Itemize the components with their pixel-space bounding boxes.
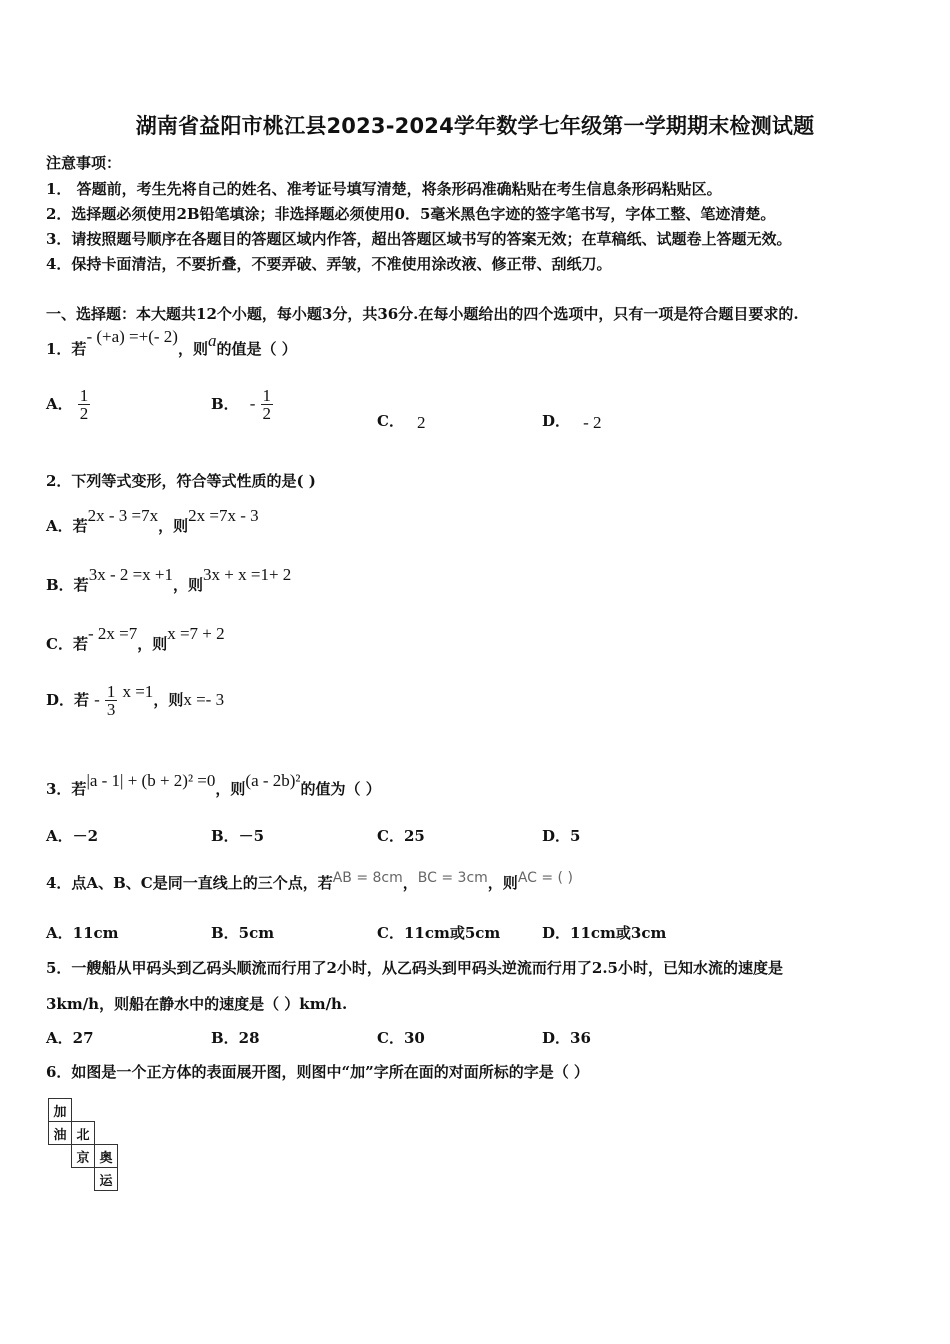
q5-option-b[interactable]: B．28 xyxy=(211,1029,260,1047)
cube-net-cell-jia: 加 xyxy=(48,1098,72,1122)
q2-b-expr1: 3x - 2 =x +1 xyxy=(88,565,174,584)
q2-a-then: ，则 xyxy=(158,517,189,535)
q2-option-c-label: C．若 xyxy=(46,635,88,653)
q3-expr2: (a - 2b)² xyxy=(245,771,301,790)
q4-option-b[interactable]: B．5cm xyxy=(211,924,275,942)
q4-expr3: AC = ( ) xyxy=(517,870,573,886)
notice-item-4: 4．保持卡面清洁，不要折叠，不要弄破、弄皱，不准使用涂改液、修正带、刮纸刀。 xyxy=(46,255,612,273)
q3-suffix: 的值为（ ） xyxy=(300,780,381,798)
q3-option-b[interactable]: B．－5 xyxy=(211,827,265,845)
q1-option-a[interactable] xyxy=(46,387,90,422)
q3-prefix: 3．若 xyxy=(46,780,87,798)
q5-option-c[interactable]: C．30 xyxy=(377,1029,425,1047)
q4-expr2: BC = 3cm xyxy=(417,870,488,886)
page-title: 湖南省益阳市桃江县2023-2024学年数学七年级第一学期期末检测试题 xyxy=(135,114,815,138)
q3-expr1: |a - 1| + (b + 2)² =0 xyxy=(86,771,216,790)
q1-option-c-value: 2 xyxy=(417,413,426,432)
q1-suffix: 的值是（ ） xyxy=(216,340,297,358)
notice-item-2: 2．选择题必须使用2B铅笔填涂；非选择题必须使用0．5毫米黑色字迹的签字笔书写，字体工整、笔迹清楚。 xyxy=(46,205,776,223)
q2-b-then: ，则 xyxy=(173,576,204,594)
q2-d-rest: x =1 xyxy=(122,682,154,701)
q1-mid: ，则 xyxy=(177,340,208,358)
question-5-line-1: 5．一艘船从甲码头到乙码头顺流而行用了2小时，从乙码头到甲码头逆流而行用了2.5小时，已知水流的速度是 xyxy=(46,959,783,977)
q2-option-d[interactable] xyxy=(46,683,224,718)
q2-a-expr2: 2x =7x - 3 xyxy=(188,506,259,525)
question-2-stem: 2．下列等式变形，符合等式性质的是( ) xyxy=(46,472,316,490)
q1-option-a-fraction: $\frac{1}{2}$ xyxy=(79,386,89,423)
q3-option-c[interactable]: C．25 xyxy=(377,827,425,845)
q1-option-d-label: D． xyxy=(542,412,571,430)
q1-expr: - (+a) =+(- 2) xyxy=(86,327,178,346)
q1-option-a-label: A． xyxy=(46,395,73,413)
q3-option-a[interactable]: A．－2 xyxy=(46,827,99,845)
section-heading: 一、选择题：本大题共12个小题，每小题3分，共36分.在每小题给出的四个选项中，只有一项是符合题目要求的. xyxy=(46,305,799,323)
q1-prefix: 1．若 xyxy=(46,340,87,358)
question-4-stem xyxy=(46,872,573,893)
q4-option-d[interactable]: D．11cm或3cm xyxy=(542,924,667,942)
cube-net-cell-ao: 奥 xyxy=(94,1144,118,1168)
q1-option-d-value: - 2 xyxy=(583,413,602,432)
q2-a-expr1: 2x - 3 =7x xyxy=(87,506,159,525)
q3-mid: ，则 xyxy=(215,780,246,798)
question-5-line-2: 3km/h，则船在静水中的速度是（ ）km/h. xyxy=(46,995,348,1013)
q4-mid: ，则 xyxy=(487,874,518,892)
q5-option-a[interactable]: A．27 xyxy=(46,1029,94,1047)
q2-c-expr1: - 2x =7 xyxy=(87,624,138,643)
q4-option-a[interactable]: A．11cm xyxy=(46,924,119,942)
cube-net-cell-you: 油 xyxy=(48,1121,72,1145)
question-6-stem: 6．如图是一个正方体的表面展开图，则图中“加”字所在面的对面所标的字是（ ） xyxy=(46,1063,589,1081)
q4-option-c[interactable]: C．11cm或5cm xyxy=(377,924,501,942)
q2-option-a[interactable] xyxy=(46,506,259,536)
question-3-stem xyxy=(46,771,381,799)
q2-d-expr2: x =- 3 xyxy=(183,690,225,709)
q5-option-d[interactable]: D．36 xyxy=(542,1029,591,1047)
q4-sep: ， xyxy=(402,874,418,892)
q2-c-expr2: x =7 + 2 xyxy=(167,624,225,643)
q2-option-d-label: D．若 xyxy=(46,691,90,709)
question-1-stem xyxy=(46,327,297,359)
q1-option-b-label: B． xyxy=(211,395,239,413)
q2-d-sign: - xyxy=(94,690,100,709)
notice-item-1: 1． 答题前，考生先将自己的姓名、准考证号填写清楚，将条形码准确粘贴在考生信息条形码粘贴区。 xyxy=(46,180,722,198)
notice-item-3: 3．请按照题号顺序在各题目的答题区域内作答，超出答题区域书写的答案无效；在草稿纸、试题卷上答题无效。 xyxy=(46,230,792,248)
q2-option-b[interactable] xyxy=(46,565,292,595)
q1-var: a xyxy=(207,331,217,350)
cube-net-cell-jing: 京 xyxy=(71,1144,95,1168)
cube-net-cell-bei: 北 xyxy=(71,1121,95,1145)
cube-net-cell-yun: 运 xyxy=(94,1167,118,1191)
notice-heading: 注意事项： xyxy=(46,154,122,172)
q2-b-expr2: 3x + x =1+ 2 xyxy=(203,565,292,584)
q1-option-b-fraction: $\frac{1}{2}$ xyxy=(262,386,272,423)
q2-option-a-label: A．若 xyxy=(46,517,88,535)
q1-option-c-label: C． xyxy=(377,412,404,430)
q4-prefix: 4．点A、B、C是同一直线上的三个点，若 xyxy=(46,874,333,892)
q2-d-fraction: $\frac{1}{3}$ xyxy=(106,682,116,719)
q3-option-d[interactable]: D．5 xyxy=(542,827,581,845)
q2-option-b-label: B．若 xyxy=(46,576,89,594)
q2-c-then: ，则 xyxy=(137,635,168,653)
q4-expr1: AB = 8cm xyxy=(332,870,403,886)
q1-option-c[interactable] xyxy=(377,410,426,431)
q1-option-b-sign: - xyxy=(249,394,256,413)
q1-option-b[interactable] xyxy=(211,387,273,422)
q2-d-then: ，则 xyxy=(153,691,184,709)
q2-option-c[interactable] xyxy=(46,624,225,654)
q1-option-d[interactable] xyxy=(542,410,602,431)
